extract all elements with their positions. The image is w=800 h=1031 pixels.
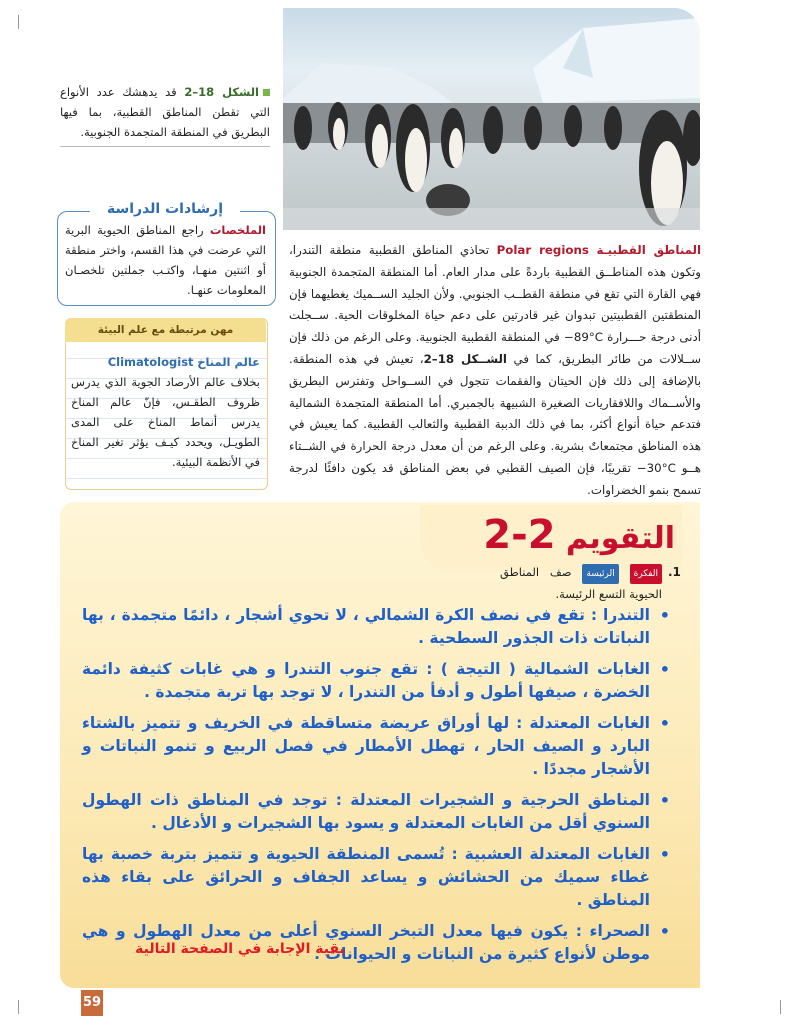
career-title-en: Climatologist — [107, 355, 194, 369]
caption-marker-icon — [263, 89, 270, 96]
main-idea-badge: الفكرة — [630, 564, 662, 584]
answer-list — [82, 604, 672, 974]
study-tips-text — [65, 220, 266, 300]
main-paragraph — [289, 240, 701, 502]
careers-text — [71, 352, 260, 472]
question-number: .1 — [668, 565, 681, 579]
page-number: 59 — [81, 990, 103, 1016]
answer-item: • الغابات المعتدلة : لها أوراق عريضة متساقطة في الخريف و تتميز بالشتاء البارد و الصيف الحار ، تهطل الأمطار في فصل الربيع و تنمو النباتات و الأشجار مجددًا . — [82, 712, 672, 781]
figure-reference: الشــكل 18–2 — [423, 351, 507, 366]
main-text-part2: ، تعيش في هذه المنطقة. بالإضافة إلى ذلك فإن الحيتان والفقمات تتجول في الســواحل وتفترس البطريق والأســماك واللافقاريات الصغيرة الشبيهة بالجمبري. أما المنطقة المتجمدة الشمالية فتدعم حياة أنواع أكثر، بما في ذلك الدببة القطبية والثعالب القطبية. كما يعيش في هذه المناطق مجتمعاتٌ بشرية. وعلى الرغم من أن معدل درجة الحرارة في الشــتاء هــو ‎−30°C‏ تقريبًا، فإن الصيف القطبي في بعض المناطق قد يكون دافئًا لدرجة تسمح بنمو الخضراوات. — [289, 351, 701, 497]
career-body: بخلاف عالم الأرصاد الجوية الذي يدرس ظروف الطقـس، فإنّ عالم المناخ يدرس أنماط المناخ على المدى الطويـل، ويحدد كيـف يؤثر تغير المناخ في الأنظمة البيئية. — [71, 375, 260, 469]
caption-text: قد يدهشك عدد الأنواع التي تقطن المناطق القطبية، بما فيها البطريق في المنطقة المتجمدة الجنوبية. — [60, 85, 270, 139]
question-1 — [500, 562, 662, 604]
question-1-text: صف المناطق الحيوية التسع الرئيسة. — [500, 565, 662, 601]
answer-item: • الصحراء : يكون فيها معدل التبخر السنوي أعلى من معدل الهطول و هي موطن لأنواع كثيرة من النباتات و الحيوانات . — [82, 920, 672, 966]
figure-caption — [60, 82, 270, 142]
continued-note: بقية الإجابة في الصفحة التالية — [135, 941, 345, 957]
answer-item: • التندرا : تقع في نصف الكرة الشمالي ، لا تحوي أشجار ، دائمًا متجمدة ، بها النباتات ذات الجذور السطحية . — [82, 604, 672, 650]
careers-header — [65, 318, 266, 342]
assessment-title-word: التقويم — [566, 521, 675, 556]
answer-item: • المناطق الحرجية و الشجيرات المعتدلة : توجد في المناطق ذات الهطول السنوي أقل من الغابات المعتدلة و يسود بها الشجيرات و الأدغال . — [82, 789, 672, 835]
assessment-title-number: 2-2 — [483, 512, 556, 558]
polar-heading-en: Polar regions — [496, 243, 589, 257]
careers-header-label: مهن مرتبطة مع علم البيئة — [97, 324, 234, 336]
penguins-photo — [283, 8, 700, 230]
polar-heading-ar: المناطق القطبيـة — [596, 243, 702, 257]
answer-item: • الغابات الشمالية ( التيجة ) : تقع جنوب التندرا و هي غابات كثيفة دائمة الخضرة ، صيفها أطول و أدفأ من التندرا ، لا توجد بها تربة متجمدة . — [82, 658, 672, 704]
caption-divider — [60, 146, 270, 147]
main-idea-badge-2: الرئيسة — [582, 564, 618, 584]
study-tips-body: راجع المناطق الحيوية البرية التي عرضت في هذا القسم، واختر منطقة أو اثنتين منهـا، واكتـب جملتين تلخصـان المعلومات عنهـا. — [65, 223, 266, 297]
answer-item: • الغابات المعتدلة العشبية : تُسمى المنطقة الحيوية و تتميز بتربة خصبة بها غطاء سميك من الحشائش و يساعد الجفاف و الحرائق على بقاء هذه المناطق . — [82, 843, 672, 912]
career-title-ar: عالم المناخ — [197, 355, 260, 369]
assessment-title — [430, 505, 675, 565]
main-text-part1: تحاذي المناطق القطبية منطقة التندرا، وتكون هذه المناطــق القطبية باردةً على مدار العام. أما المنطقة المتجمدة الجنوبية فهي القارة التي تقع في منطقة القطــب الجنوبي. ولأن الجليد الســميك يغطيهما فإن المنطقتين القطبيتين تبدوان غير قادرتين على دعم حياة المخلوقات الحية. ســجلت أدنى درجة حـــرارة ‎−89°C‏ في المنطقة القطبية الجنوبية. وعلى الرغم من ذلك فإن ســلالات من طائر البطريق، كما في — [289, 243, 702, 366]
figure-label: الشكل 18–2 — [184, 85, 259, 99]
study-tips-title: إرشادات الدراسة — [90, 201, 240, 217]
study-tips-keyword: الملخصات — [209, 223, 266, 237]
